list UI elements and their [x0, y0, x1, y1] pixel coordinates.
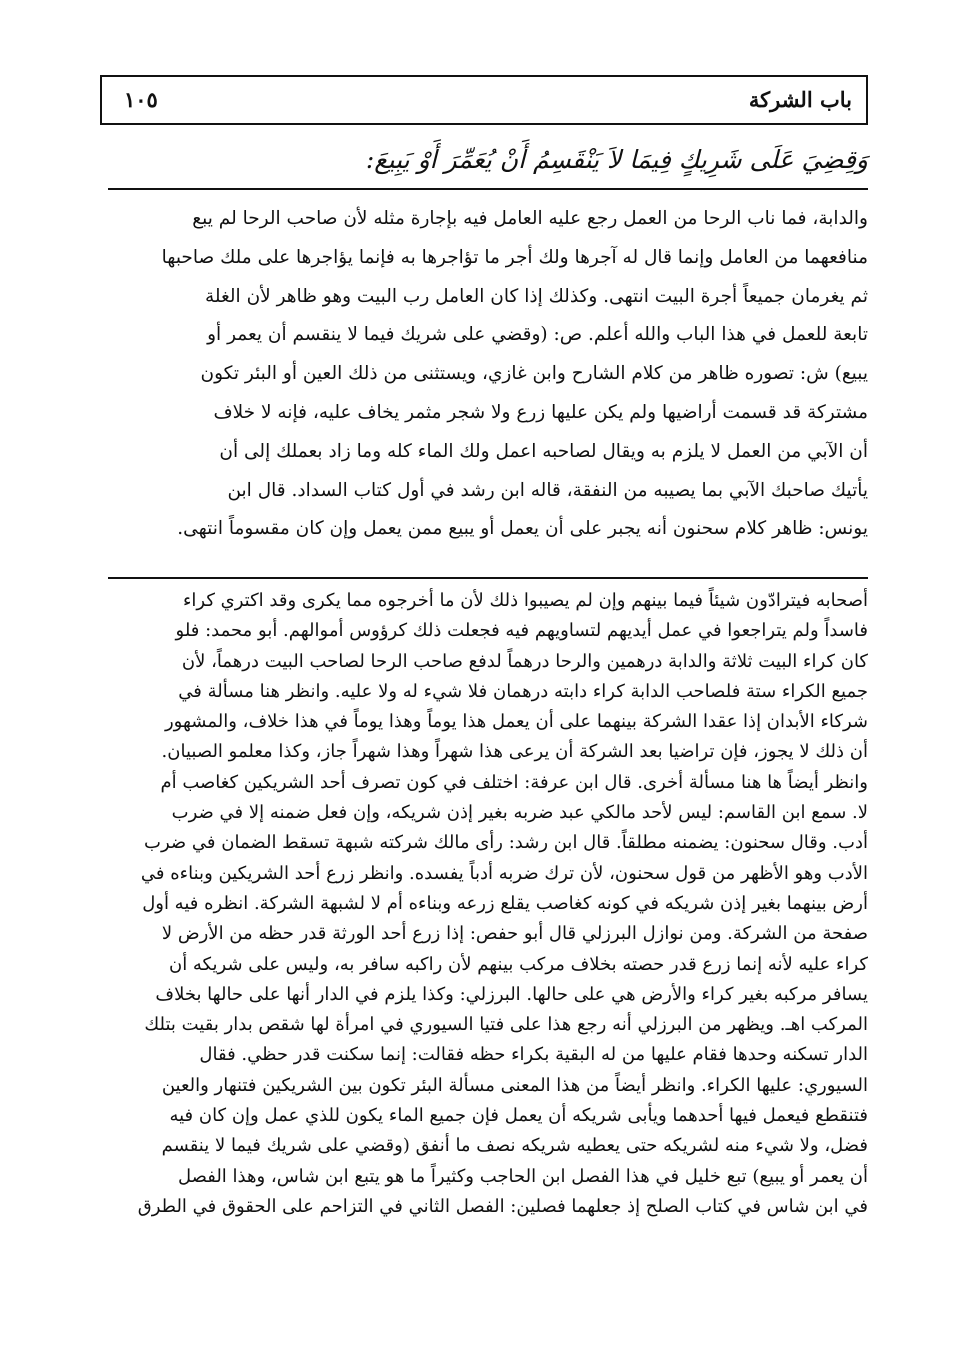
top-divider: [108, 188, 868, 190]
middle-divider: [108, 577, 868, 579]
text-line: كراء عليه لأنه إنما زرع قدر حصته بخلاف مركب بينهم لأن راكبه سافر به، وليس على شريكه أن: [168, 953, 868, 975]
text-line: صفحة من الشركة. ومن نوازل البرزلي قال أبو حفص: إذا زرع أحد الورثة قدر حظه من الأرض لا: [161, 923, 868, 945]
text-line: أن يعمر أو يبيع) تبع خليل في هذا الفصل ابن الحاجب وكثيراً ما هو يتبع ابن شاس، وهذا الفصل: [177, 1165, 868, 1187]
text-line: المركب اهـ. ويظهر من البرزلي أنه رجع هذا على فتيا السيوري في امرأة لها شقص بدار بقيت بتلك: [144, 1014, 868, 1036]
text-line: يأتيك صاحبك الآبي بما يصيبه من النفقة، قاله ابن رشد في أول كتاب السداد. قال ابن: [227, 479, 868, 501]
text-line: لا. سمع ابن القاسم: ليس لأحد مالكي عبد ضربه بغير إذن شريكه، وإن فعل ضمنه إلا في ضرب: [171, 802, 868, 824]
text-line: يسافر مركبه بغير كراء والأرض هي على حالها. البرزلي: وكذا يلزم في الدار أنها على حالها بخلاف: [155, 983, 868, 1005]
text-line: أرض بينهما بغير إذن شريكه في كونه كغاصب يقلع زرعه وبناءه أم لا لشبهة الشركة. انظره فيه أول: [142, 892, 868, 914]
text-line: أن الآبي من العمل لا يلزم به ويقال لصاحبه اعمل ولك الماء كله وما زاد بعملك إلى أن: [219, 440, 868, 462]
text-line: شركاء الأبدان إذا عقدا الشركة بينهما على أن يعمل هذا يوماً وهذا يوماً في هذا خلاف، والمشهور: [164, 711, 868, 733]
text-line: جميع الكراء ستة فلصاحب الدابة كراء دابته درهمان فلا شيء له ولا عليه. وانظر هنا مسألة في: [178, 680, 868, 702]
chapter-title: باب الشركة: [748, 87, 852, 112]
matn-text: وَقِضِيَ عَلَى شَرِيكٍ فِيمَا لاَ يَنْقَسِمُ أَنْ يُعَمِّرَ أَوْ يَبِيعَ:: [365, 145, 868, 174]
text-line: منافعهما من العامل وإنما قال له آجرها ولك أجر ما تؤاجرها به فإنما يؤاجرها على ملك صاحبها: [161, 246, 868, 268]
text-line: في ابن شاس في كتاب الصلح إذ جعلهما فصلين: الفصل الثاني في التزاحم على الحقوق في الطرق: [137, 1195, 868, 1217]
text-line: الدار تسكنه وحدها فقام عليها من له البقية بكراء حظه فقالت: إنما سكنت قدر حظي. فقال: [199, 1044, 868, 1066]
text-line: يبيع) ش: تصوره ظاهر من كلام الشارح وابن غازي، ويستثنى من ذلك العين أو البئر تكون: [200, 363, 868, 385]
text-line: والدابة، فما ناب الرحا من العمل رجع عليه العامل فيه بإجارة مثله لأن صاحب الرحا لم يبع: [192, 208, 868, 229]
text-line: الأدب وهو الأظهر من قول سحنون، لأن ترك ضربه أدباً يفسده. وانظر زرع أحد الشريكين وبناءه في: [140, 862, 868, 884]
main-commentary: [108, 200, 868, 570]
text-line: مشتركة قد قسمت أراضيها ولم يكن عليها زرع ولا شجر مثمر يخاف عليه، فإنه لا خلاف: [213, 401, 868, 423]
text-line: فاسداً ولم يتراجعوا في عمل أيديهم لتساويهم فيه فجعلت ذلك كرؤوس أموالهم. أبو محمد: فلو: [175, 620, 868, 642]
text-line: أن ذلك لا يجوز، فإن تراضيا بعد الشركة أن يرعى هذا شهراً وهذا شهراً جاز، وكذا معلمو الصبيان.: [161, 741, 868, 763]
text-line: السيوري: عليها الكراء. وانظر أيضاً من هذا المعنى مسألة البئر تكون بين الشريكين فتنهار والعين: [161, 1074, 868, 1096]
page-header: [100, 75, 868, 125]
text-line: أدب. وقال سحنون: يضمنه مطلقاً. قال ابن رشد: رأى مالك شركته شبهة تسقط الضمان في ضرب: [144, 832, 868, 854]
text-line: فتنقطع فيعمل فيها أحدهما ويأبى شريكه أن يعمل فإن جميع الماء يكون للذي عمل وإن كان فيه: [169, 1105, 868, 1127]
text-line: أصحابه فيترادّون شيئاً فيما بينهم وإن لم يصيبوا ذلك لأن ما أخرجوه مما يكرى وقد اكتري كراء: [182, 590, 868, 611]
lower-commentary: [108, 586, 868, 1346]
text-line: يونس: ظاهر كلام سحنون أنه يجبر على أن يعمل أو يبيع ممن يعمل وإن كان مقسوماً انتهى.: [177, 518, 868, 540]
text-line: وانظر أيضاً ها هنا مسألة أخرى. قال ابن عرفة: اختلف في كون تصرف أحد الشريكين كغاصب أم: [160, 771, 868, 793]
text-line: ثم يغرمان جميعاً أجرة البيت انتهى. وكذلك إذا كان العامل رب البيت وهو ظاهر لأن الغلة: [204, 285, 868, 307]
page-number: ١٠٥: [124, 87, 158, 112]
text-line: فضل، ولا شيء منه لشريكه حتى يعطيه شريكه نصف ما أنفق (وقضي على شريك فيما لا ينقسم: [161, 1135, 868, 1157]
text-line: تابعة للعمل في هذا الباب والله أعلم. ص: (وقضي على شريك فيما لا ينقسم أن يعمر أو: [207, 324, 868, 346]
text-line: كان كراء البيت ثلاثة والدابة درهمين والرحا درهماً لدفع صاحب الرحا لصاحب البيت درهماً، لأن: [181, 650, 868, 672]
